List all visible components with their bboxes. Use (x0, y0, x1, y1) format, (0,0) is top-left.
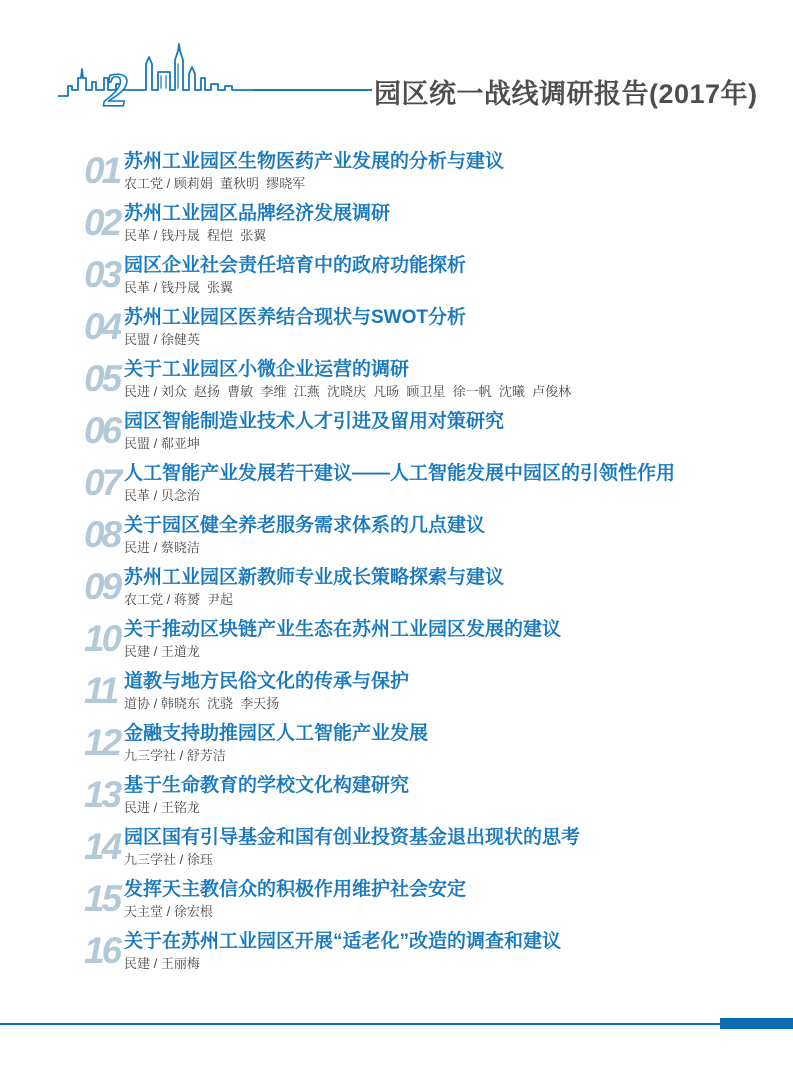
toc-item-text (124, 359, 744, 400)
toc-item-authors: 农工党 / 蒋赟 尹起 (124, 592, 234, 607)
toc-item-authors: 天主堂 / 徐宏根 (124, 904, 213, 919)
toc-item (84, 879, 744, 919)
toc-item (84, 827, 744, 867)
toc-item (84, 671, 744, 711)
toc-item-title: 苏州工业园区生物医药产业发展的分析与建议 (124, 151, 505, 172)
toc-item (84, 307, 744, 347)
toc-item-text (124, 879, 744, 920)
toc-item-text (124, 775, 744, 816)
toc-item-authors: 农工党 / 顾莉娟 董秋明 缪晓军 (124, 176, 306, 191)
toc-item-number: 02 (84, 202, 120, 243)
toc-item (84, 255, 744, 295)
toc-list (84, 151, 744, 983)
toc-item-number: 05 (84, 358, 120, 399)
toc-item-title: 金融支持助推园区人工智能产业发展 (124, 723, 429, 744)
toc-item-number: 04 (84, 306, 120, 347)
toc-item-title: 发挥天主教信众的积极作用维护社会安定 (124, 879, 467, 900)
toc-item-text (124, 411, 744, 452)
toc-item-authors: 民革 / 贝念治 (124, 488, 200, 503)
toc-item-number: 14 (84, 826, 120, 867)
toc-item-title: 园区智能制造业技术人才引进及留用对策研究 (124, 411, 505, 432)
toc-item-text (124, 671, 744, 712)
toc-item-authors: 民建 / 王道龙 (124, 644, 200, 659)
toc-item-number: 13 (84, 774, 120, 815)
toc-item-title: 关于在苏州工业园区开展“适老化”改造的调查和建议 (124, 931, 562, 952)
toc-item-title: 关于工业园区小微企业运营的调研 (124, 359, 410, 380)
toc-item-authors: 道协 / 韩晓东 沈骁 李天扬 (124, 696, 280, 711)
toc-item-text (124, 567, 744, 608)
toc-item-number: 08 (84, 514, 120, 555)
toc-item-text (124, 619, 744, 660)
footer-accent-bar (720, 1018, 793, 1029)
toc-item-authors: 民革 / 钱丹晟 张翼 (124, 280, 234, 295)
toc-item-authors: 民盟 / 徐健英 (124, 332, 200, 347)
toc-item (84, 359, 744, 399)
toc-item-text (124, 931, 744, 972)
toc-item (84, 931, 744, 971)
toc-item-authors: 民进 / 蔡晓洁 (124, 540, 200, 555)
toc-item (84, 775, 744, 815)
toc-item-text (124, 255, 744, 296)
toc-item-title: 苏州工业园区新教师专业成长策略探索与建议 (124, 567, 505, 588)
header-divider (254, 89, 372, 91)
toc-item (84, 723, 744, 763)
footer-line (0, 1023, 793, 1025)
toc-item-number: 16 (84, 930, 120, 971)
toc-item-number: 01 (84, 150, 120, 191)
toc-item (84, 203, 744, 243)
toc-item-text (124, 515, 744, 556)
toc-item-title: 园区企业社会责任培育中的政府功能探析 (124, 255, 467, 276)
toc-item-title: 苏州工业园区品牌经济发展调研 (124, 203, 391, 224)
toc-item-authors: 民进 / 刘众 赵扬 曹敏 李维 江燕 沈晓庆 凡旸 顾卫星 徐一帆 沈曦 卢俊林 (124, 384, 572, 399)
toc-item-title: 园区国有引导基金和国有创业投资基金退出现状的思考 (124, 827, 581, 848)
toc-item-text (124, 307, 744, 348)
toc-item-title: 基于生命教育的学校文化构建研究 (124, 775, 410, 796)
toc-item-text (124, 723, 744, 764)
toc-item (84, 619, 744, 659)
toc-item-authors: 民革 / 钱丹晟 程恺 张翼 (124, 228, 267, 243)
toc-item-authors: 九三学社 / 徐珏 (124, 852, 213, 867)
toc-item (84, 411, 744, 451)
toc-item-authors: 九三学社 / 舒芳洁 (124, 748, 226, 763)
toc-item-text (124, 203, 744, 244)
toc-item (84, 151, 744, 191)
city-skyline-icon (58, 42, 256, 114)
toc-item-authors: 民进 / 王铭龙 (124, 800, 200, 815)
toc-item-number: 12 (84, 722, 120, 763)
toc-item-authors: 民建 / 王丽梅 (124, 956, 200, 971)
page-number: 2 (104, 64, 128, 114)
toc-item (84, 515, 744, 555)
toc-item (84, 567, 744, 607)
toc-item-title: 人工智能产业发展若干建议——人工智能发展中园区的引领性作用 (124, 463, 676, 484)
toc-item-number: 03 (84, 254, 120, 295)
toc-item (84, 463, 744, 503)
toc-item-number: 06 (84, 410, 120, 451)
toc-item-authors: 民盟 / 郗亚坤 (124, 436, 200, 451)
toc-item-number: 15 (84, 878, 120, 919)
page-title: 园区统一战线调研报告(2017年) (374, 79, 758, 109)
toc-item-number: 07 (84, 462, 120, 503)
toc-item-title: 苏州工业园区医养结合现状与SWOT分析 (124, 307, 466, 328)
toc-item-number: 11 (84, 670, 117, 711)
toc-item-text (124, 151, 744, 192)
toc-item-title: 道教与地方民俗文化的传承与保护 (124, 671, 410, 692)
toc-item-title: 关于园区健全养老服务需求体系的几点建议 (124, 515, 486, 536)
toc-item-text (124, 827, 744, 868)
toc-item-number: 09 (84, 566, 120, 607)
toc-item-text (124, 463, 744, 504)
toc-item-title: 关于推动区块链产业生态在苏州工业园区发展的建议 (124, 619, 562, 640)
toc-item-number: 10 (84, 618, 120, 659)
